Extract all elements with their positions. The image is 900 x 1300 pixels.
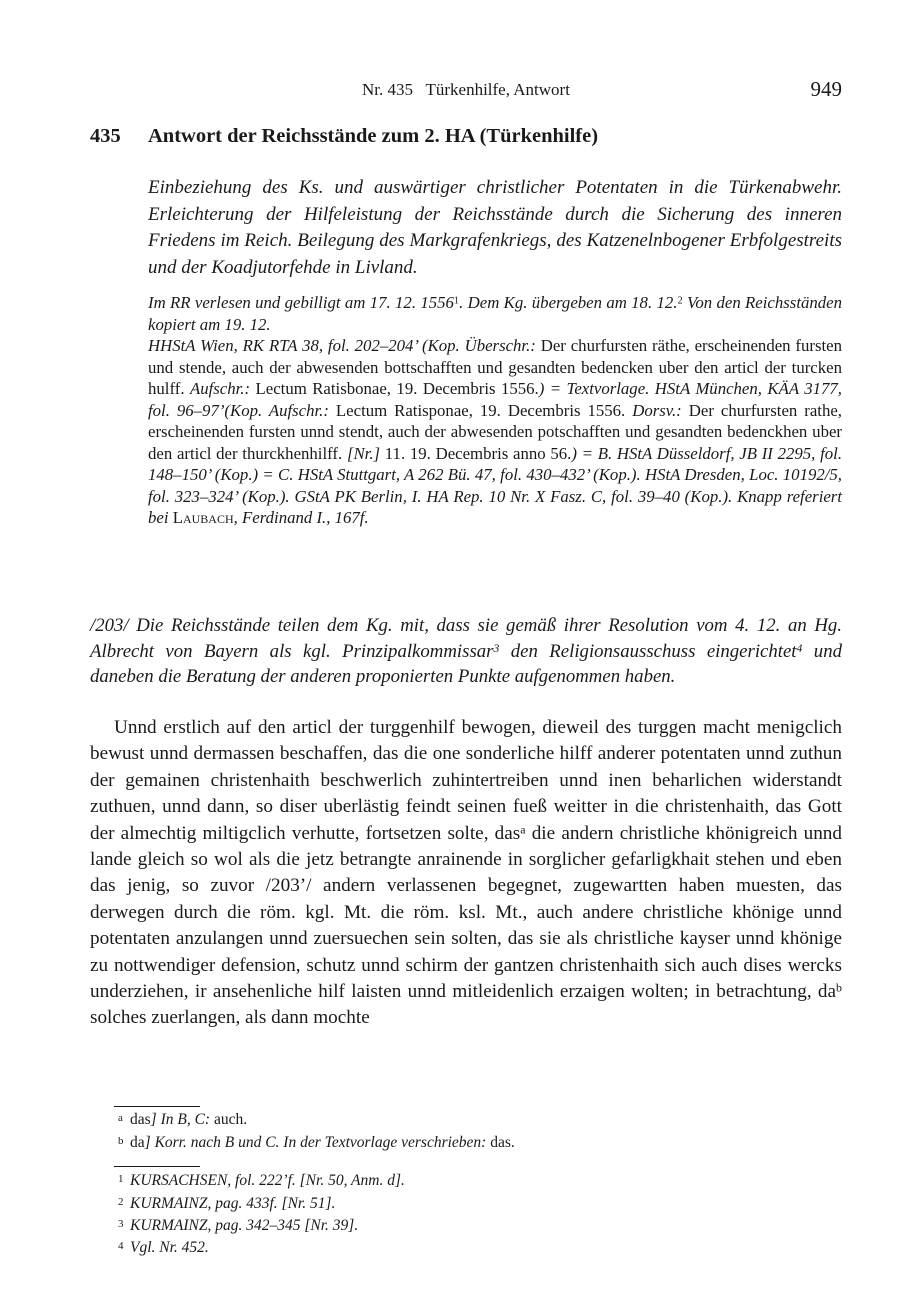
source-muenchen: ) = Textvorlage. HStA München, KÄA 3177, fol. 96–97’(Kop. Aufschr.:	[148, 379, 842, 420]
footnote-4	[118, 1236, 838, 1258]
footnote-number: 4	[118, 1240, 124, 1252]
document-heading	[90, 125, 842, 148]
heading-quote-wien: Der churfursten räthe, erscheinenden fursten und stende, auch der abwesenden bottschafften und gesandten bedencken uber den articl der turcken hulff.	[148, 336, 842, 398]
laubach-reference: , Ferdinand I., 167f.	[233, 508, 369, 527]
source-apparatus	[148, 292, 842, 529]
regest: Einbeziehung des Ks. und auswärtiger christlicher Potentaten in die Türkenabwehr. Erleichterung der Hilfeleistung der Reichsstände durch die Sicherung des inneren Friedens im Reich. Beilegung des Markgrafenkriegs, des Katzenelnbogener Erbfolgestreits und der Koadjutorfehde in Livland.	[148, 177, 842, 278]
footnote-1	[118, 1169, 838, 1191]
footnote-text: KURMAINZ, pag. 342–345 [Nr. 39].	[130, 1216, 359, 1234]
textual-note-comment: In B, C:	[156, 1110, 211, 1128]
source-wien: HHStA Wien, RK RTA 38, fol. 202–204’ (Kop. Überschr.:	[148, 336, 536, 355]
textual-note-reading: auch.	[210, 1110, 248, 1128]
intro-text-3: und daneben die Beratung der anderen proponierten Punkte aufgenommen haben.	[90, 640, 842, 687]
footnote-number: 2	[118, 1196, 124, 1208]
textual-note-comment: Korr. nach B und C. In der Textvorlage verschrieben:	[150, 1133, 487, 1151]
footnote-text: KURSACHSEN, fol. 222’f. [Nr. 50, Anm. d].	[130, 1171, 405, 1189]
label-nr: [Nr.]	[346, 443, 381, 463]
footnote-3	[118, 1214, 838, 1236]
intro-text-2: den Religionsausschuss eingerichtet	[499, 640, 797, 662]
textual-note-bracket: ]	[144, 1133, 151, 1151]
running-head	[90, 77, 842, 106]
intro-text-1: /203/ Die Reichsstände teilen dem Kg. mit, dass sie gemäß ihrer Resolution vom 4. 12. an Hg. Albrecht von Bayern als kgl. Prinzipalkommissar	[90, 615, 842, 662]
apparatus-date-3: Von den Reichsständen kopiert am 19. 12.	[148, 293, 842, 334]
document-title: Antwort der Reichsstände zum 2. HA (Türkenhilfe)	[148, 125, 599, 147]
footnote-2	[118, 1192, 838, 1214]
textual-notes-divider	[114, 1106, 200, 1107]
note-marker-a: a	[520, 822, 526, 837]
intro-summary	[90, 613, 842, 690]
footnote-ref-4: 4	[796, 641, 803, 655]
running-head-title: Nr. 435 Türkenhilfe, Antwort	[362, 80, 570, 99]
aufschr-muenchen: Lectum Ratisponae, 19. Decembris 1556.	[328, 400, 633, 420]
textual-note-b	[118, 1131, 838, 1153]
page	[90, 0, 842, 1300]
main-text-2: die andern christliche khönigreich unnd lande gleich so wol als die jetz betrangte anrainende in sorglicher gefarligkhait stehen und eben das jenig, so zuvor /203’/ andern verlassenen begegnet, zugewartten haben muesten, das derwegen durch die röm. kgl. Mt. die röm. ksl. Mt., auch andere christliche khönige unnd potentaten anzulangen unnd zuersuechen sein solten, das sie als christliche kayser unnd khönige zu nottwendiger defension, schutz unnd schirm der gantzen christenhaith sich auch dises wercks underziehen, ir ansehenliche hilf laisten unnd mitleidenlich erzaigen wolten; in betrachtung, da	[90, 822, 842, 1003]
note-marker-b: b	[836, 980, 842, 995]
textual-note-reading: das.	[486, 1133, 515, 1151]
dorsv-muenchen: Der churfursten rathe, erscheinenden fursten unnd stendt, auch der abwesenden potschafften und gesandten bedenckhen uber den articl der thurckhenhilff.	[148, 400, 842, 463]
apparatus-date-2: . Dem Kg. übergeben am 18. 12.	[459, 293, 678, 312]
textual-note-bracket: ]	[150, 1110, 157, 1128]
label-dorsv: Dorsv.:	[632, 400, 682, 420]
other-sources: ) = B. HStA Düsseldorf, JB II 2295, fol. 148–150’ (Kop.) = C. HStA Stuttgart, A 262 Bü. 47, fol. 430–432’ (Kop.). HStA Dresden, Loc. 10192/5, fol. 323–324’ (Kop.). GStA PK Berlin, I. HA Rep. 10 Nr. X Fasz. C, fol. 39–40 (Kop.). Knapp referiert bei	[148, 443, 843, 527]
footnotes-divider	[114, 1166, 200, 1167]
textual-note-a	[118, 1108, 838, 1130]
footnote-number: 1	[118, 1173, 124, 1185]
footnote-number: 3	[118, 1218, 124, 1230]
textual-note-lemma: das	[130, 1110, 151, 1128]
textual-note-mark: b	[118, 1135, 124, 1147]
footnote-text: KURMAINZ, pag. 433f. [Nr. 51].	[130, 1194, 336, 1212]
footnote-ref-3: 3	[493, 641, 500, 655]
textual-note-mark: a	[118, 1112, 123, 1124]
footnote-ref-2: 2	[677, 295, 683, 307]
footnote-ref-1: 1	[453, 295, 460, 307]
apparatus-date-1: Im RR verlesen und gebilligt am 17. 12. 1556	[148, 293, 454, 312]
document-number: 435	[90, 125, 121, 147]
footnote-text: Vgl. Nr. 452.	[130, 1238, 209, 1256]
label-aufschr: Aufschr.:	[189, 379, 251, 398]
page-number: 949	[810, 77, 842, 101]
main-text-1: Unnd erstlich auf den articl der turggenhilf bewogen, dieweil des turggen macht menigclich bewust unnd dermassen beschaffen, das die one sonderliche hilff anderer potentaten unnd zuthun der gemainen christenhaith beschwerlich zuhintertreiben unnd inen beharlichen widerstandt zuthuen, unnd dann, so diser uberlästig feindt seinen fueß weitter in die christenhaith, das Gott der almechtig miltigclich verhutte, fortsetzen solte, das	[90, 717, 842, 844]
nr-muenchen: 11. 19. Decembris anno 56.	[380, 443, 572, 463]
author-laubach: Laubach	[172, 508, 234, 527]
textual-note-lemma: da	[130, 1133, 145, 1151]
aufschr-wien: Lectum Ratisbonae, 19. Decembris 1556.	[250, 379, 539, 398]
main-text-3: solches zuerlangen, als dann mochte	[90, 1007, 370, 1029]
main-text	[90, 715, 842, 1032]
